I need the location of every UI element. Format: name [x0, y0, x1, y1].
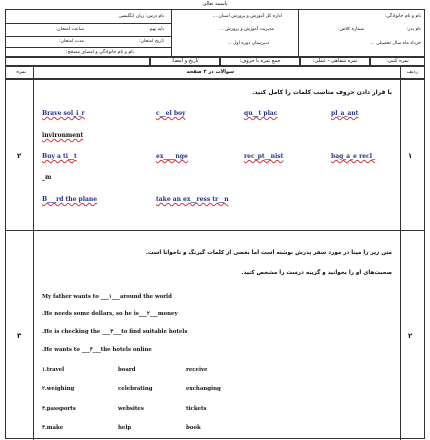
option-1b[interactable]: board — [118, 367, 136, 373]
divider — [33, 67, 34, 78]
question-1-score: ۲ — [17, 152, 22, 160]
exam-date-field: تاریخ امتحان: — [138, 39, 164, 44]
written-score-box — [370, 57, 425, 66]
question-2-number: ۲ — [408, 332, 413, 340]
option-4a[interactable]: ۴.make — [42, 425, 64, 431]
questions-column-header: سوالات در ۲ صفحه — [186, 69, 234, 75]
date-sign-box — [150, 57, 220, 66]
sentence-2: .He needs some dollars, so he is___۲___money — [42, 311, 178, 317]
score-column-header: نمره — [16, 69, 26, 75]
exam-duration-field: مدت امتحان: — [58, 39, 84, 44]
divider — [6, 230, 424, 231]
grade-field: خرداد ماه سال تحصیلی ... — [370, 41, 421, 46]
student-name-field: نام و نام خانوادگی: — [384, 14, 421, 19]
divider — [171, 10, 172, 56]
subject-name: نام درس: زبان انگلیسی — [118, 14, 164, 19]
date-sign-label: تاریخ و امضا: — [171, 58, 199, 64]
question-1-number: ۱ — [408, 152, 413, 160]
word-item: bag_a_e recl_ — [331, 153, 375, 160]
divider — [298, 10, 299, 56]
divider — [6, 23, 171, 24]
divider — [6, 47, 171, 48]
divider — [400, 80, 401, 440]
oral-score-box — [300, 57, 370, 66]
question-1-instruction: با قرار دادن حروف مناسب کلمات را کامل کنید. — [252, 89, 392, 96]
question-2-score: ۳ — [17, 332, 22, 340]
word-item: ex____nge — [156, 153, 188, 160]
word-item: qu__t plac — [244, 110, 278, 117]
grade-level: پایه نهم — [149, 27, 164, 32]
extra-box — [5, 57, 150, 66]
word-item: B___rd the plane — [42, 196, 98, 203]
sentence-4: .He wants to ___۴___the hotels online — [42, 347, 152, 353]
option-2b[interactable]: celebrating — [118, 386, 153, 392]
oral-score-label: نمره شفاهی - عملی: — [312, 58, 358, 64]
written-score-label: نمره کتبی: — [386, 58, 409, 64]
divider — [33, 80, 34, 440]
option-3c[interactable]: tickets — [186, 406, 207, 412]
divider — [400, 67, 401, 78]
option-4c[interactable]: book — [186, 425, 201, 431]
sentence-3: .He is checking the ___۳___to find suitable hotels — [42, 329, 188, 335]
option-3a[interactable]: ۳.passports — [42, 406, 76, 412]
option-3b[interactable]: websites — [118, 406, 144, 412]
word-item: Brave sol_i_r — [42, 110, 85, 117]
word-item: Buy a ti__t — [42, 153, 77, 160]
option-2c[interactable]: exchanging — [186, 386, 221, 392]
divider — [6, 36, 171, 37]
question-2-instruction-2: صحبت‌های او را بخوانید و گزینه درست را مشخص کنید. — [241, 270, 392, 276]
row-column-header: ردیف — [406, 69, 418, 75]
total-score-label: جمع نمره با حروف: — [239, 58, 281, 64]
word-item: invironment — [42, 132, 84, 139]
class-number-field: شماره کلاس: — [337, 27, 364, 32]
questions-table-header — [5, 66, 425, 79]
school-name: دبیرستان دوره اول ... — [227, 41, 269, 46]
word-item: take an ex__ress tr__n — [156, 196, 229, 203]
father-name-field: نام پدر: — [406, 27, 421, 32]
exam-header — [5, 9, 425, 57]
total-score-box — [220, 57, 300, 66]
sentence-1: My father wants to ___۱___around the world — [42, 294, 172, 300]
option-1a[interactable]: ۱.travel — [42, 367, 65, 373]
word-item: pl_a_ant — [331, 110, 359, 117]
questions-table — [5, 79, 425, 439]
word-item: _m — [42, 174, 52, 181]
word-item: c__el boy — [156, 110, 186, 117]
option-2a[interactable]: ۲.weighing — [42, 386, 75, 392]
exam-time-field: ساعت امتحان: — [55, 27, 84, 32]
question-2-instruction-1: متن زیر را مینا در مورد سفر پدرش نوشته است اما بعضی از کلمات گیرنگ و ناخوانا است. — [145, 250, 392, 256]
basmala: باسمه تعالی — [202, 1, 228, 7]
option-1c[interactable]: receive — [186, 367, 208, 373]
office-name: اداره کل آموزش و پرورش استان ... — [212, 14, 282, 19]
word-item: rec_pt__nist — [244, 153, 284, 160]
option-4b[interactable]: help — [118, 425, 132, 431]
teacher-field: نام و نام خانوادگی و امضای مصحح: — [65, 50, 134, 55]
management-name: مدیریت آموزش و پرورش ... — [219, 27, 274, 32]
